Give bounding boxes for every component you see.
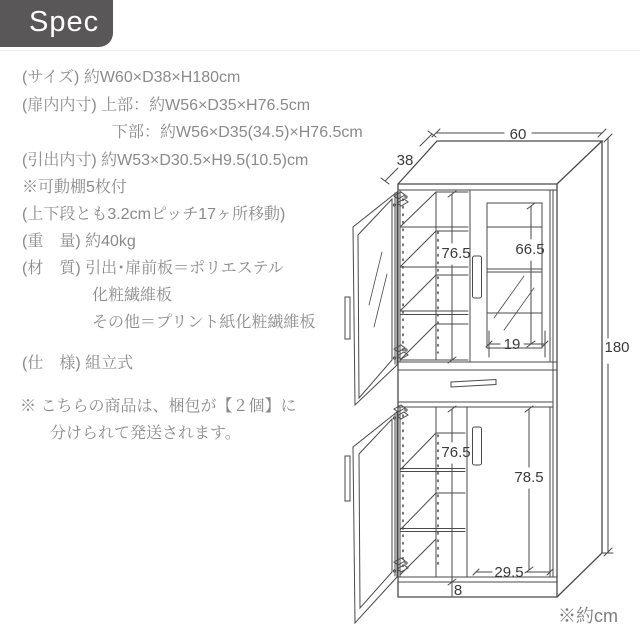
dim-lower-door-height-label: 78.5 xyxy=(514,469,544,486)
dim-base-height-label: 8 xyxy=(453,582,463,599)
hinges xyxy=(393,192,408,572)
hinge-icon xyxy=(393,558,408,572)
dim-glass-width xyxy=(486,331,548,357)
lower-shelves xyxy=(400,407,465,577)
shipping-note-line2: 分けられて発送されます。 xyxy=(50,425,241,442)
dim-glass-width-label: 19 xyxy=(503,336,521,353)
spec-line-material3: その他＝プリント紙化粧繊維板 xyxy=(92,314,316,331)
open-door-handle xyxy=(345,456,350,501)
dim-upper-inner-label: 76.5 xyxy=(441,245,471,262)
dim-upper-inner-height xyxy=(441,191,470,363)
dim-base-height xyxy=(454,582,462,599)
hinge-icon xyxy=(393,345,408,359)
dim-lower-door-width-label: 29.5 xyxy=(494,564,524,581)
spec-line-door-inner: (扉内内寸) 上部：約W56×D35×H76.5cm xyxy=(22,97,311,114)
dim-height-label: 180 xyxy=(604,339,630,356)
dim-lower-inner-label: 76.5 xyxy=(441,444,471,461)
dim-lower-door-width xyxy=(473,564,553,581)
lower-right-door xyxy=(467,407,550,577)
spec-line-pitch: (上下段とも3.2cmピッチ17ヶ所移動) xyxy=(22,206,286,223)
dim-glass-height-label: 66.5 xyxy=(515,241,545,258)
dim-depth xyxy=(381,131,436,184)
drawer xyxy=(451,380,496,388)
spec-line-weight: (重 量) 約40kg xyxy=(22,233,136,250)
dim-height xyxy=(602,134,630,556)
unit-note: ※約cm xyxy=(558,606,618,626)
lower-door-handle xyxy=(473,427,482,465)
dim-glass-height xyxy=(515,203,544,347)
dim-lower-inner-height xyxy=(441,406,470,596)
upper-door-handle xyxy=(473,256,482,298)
spec-line-assembly: (仕 様) 組立式 xyxy=(22,355,134,372)
spec-line-material2: 化粧繊維板 xyxy=(92,287,173,304)
dim-width-label: 60 xyxy=(509,126,527,143)
spec-line-shelves: ※可動棚5枚付 xyxy=(22,179,127,196)
shipping-note-line1: ※ こちらの商品は、梱包が【２個】に xyxy=(20,398,297,415)
glass-shine-marks xyxy=(369,252,387,327)
spec-line-material: (材 質) 引出･扉前板＝ポリエステル xyxy=(22,260,284,277)
dim-lower-door-height xyxy=(514,406,543,573)
dim-depth-label: 38 xyxy=(396,152,414,169)
drawer-handle xyxy=(451,380,496,388)
page-title: Spec xyxy=(29,6,100,38)
hinge-icon xyxy=(393,192,408,206)
upper-left-door-open xyxy=(345,192,397,405)
spec-line-size: (サイズ) 約W60×D38×H180cm xyxy=(22,69,241,86)
spec-line-drawer: (引出内寸) 約W53×D30.5×H9.5(10.5)cm xyxy=(22,152,309,169)
lower-left-door-open xyxy=(345,412,397,623)
open-door-handle xyxy=(345,297,350,339)
spec-line-door-lower: 下部：約W56×D35(34.5)×H76.5cm xyxy=(112,124,363,141)
upper-shelves xyxy=(400,190,470,362)
glass-shine-marks xyxy=(494,276,534,330)
